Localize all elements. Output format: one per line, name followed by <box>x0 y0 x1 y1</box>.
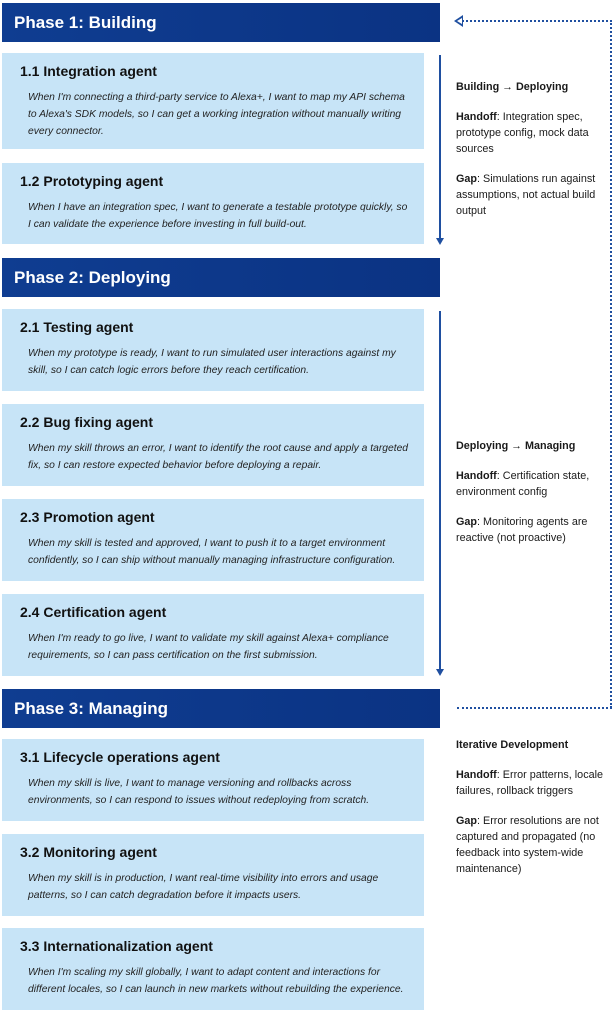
gap-text <box>456 171 606 219</box>
agent-title: 1.2 Prototyping agent <box>20 173 164 189</box>
transition-deploying-managing <box>456 438 606 560</box>
agent-description: When my prototype is ready, I want to run simulated user interactions against my skill, so I can catch logic errors before they reach certification. <box>28 348 396 376</box>
feedback-loop-arrow-inner <box>457 18 462 24</box>
gap-value: : Error resolutions are not captured and propagated (no feedback into system-wide maintenance) <box>456 815 599 875</box>
agent-card-promotion <box>2 499 424 581</box>
flow-arrow-down-icon <box>436 669 444 676</box>
agent-title: 3.3 Internationalization agent <box>20 938 213 954</box>
gap-text <box>456 514 606 546</box>
transition-title: Deploying → Managing <box>456 440 576 452</box>
agent-description: When my skill throws an error, I want to identify the root cause and apply a targeted fix, so I can restore expected behavior before deploying a repair. <box>28 443 409 471</box>
agent-card-monitoring <box>2 834 424 916</box>
transition-building-deploying <box>456 79 606 233</box>
flow-line-phase-1 <box>439 55 441 238</box>
agent-description: When I'm scaling my skill globally, I want to adapt content and interactions for different locales, so I can launch in new markets without rebuilding the experience. <box>28 967 404 995</box>
agent-title: 2.4 Certification agent <box>20 604 167 620</box>
agent-description: When my skill is in production, I want real-time visibility into errors and usage patterns, so I can catch degradation before it impacts users. <box>28 873 379 901</box>
transition-iterative-development <box>456 737 606 891</box>
agent-card-prototyping <box>2 163 424 244</box>
handoff-label: Handoff <box>456 470 497 482</box>
phase-1-header: Phase 1: Building <box>2 3 440 42</box>
handoff-text <box>456 109 606 157</box>
gap-label: Gap <box>456 173 477 185</box>
agent-title: 2.1 Testing agent <box>20 319 134 335</box>
transition-title: Iterative Development <box>456 739 569 751</box>
agent-title: 3.2 Monitoring agent <box>20 844 157 860</box>
feedback-loop-top-line <box>462 20 612 22</box>
handoff-text <box>456 468 606 500</box>
agent-title: 2.3 Promotion agent <box>20 509 155 525</box>
agent-description: When I'm connecting a third-party service to Alexa+, I want to map my API schema to Alexa's SDK models, so I can get a working integration without manually writing every connector. <box>28 92 405 137</box>
agent-title: 2.2 Bug fixing agent <box>20 414 154 430</box>
gap-label: Gap <box>456 815 477 827</box>
agent-card-internationalization <box>2 928 424 1010</box>
flow-arrow-down-icon <box>436 238 444 245</box>
agent-title: 1.1 Integration agent <box>20 63 157 79</box>
handoff-value: : Integration spec, prototype config, mock data sources <box>456 111 589 155</box>
gap-label: Gap <box>456 516 477 528</box>
agent-card-testing <box>2 309 424 391</box>
handoff-label: Handoff <box>456 111 497 123</box>
agent-card-bug-fixing <box>2 404 424 486</box>
agent-card-integration <box>2 53 424 149</box>
feedback-loop-bottom-line <box>457 707 612 709</box>
transition-title: Building → Deploying <box>456 81 569 93</box>
phase-3-header: Phase 3: Managing <box>2 689 440 728</box>
agent-card-certification <box>2 594 424 676</box>
feedback-loop-vertical-line <box>610 20 612 708</box>
agent-description: When my skill is live, I want to manage versioning and rollbacks across environments, so I can respond to issues without redeploying from scratch. <box>28 778 370 806</box>
agent-card-lifecycle <box>2 739 424 821</box>
gap-text <box>456 813 606 877</box>
gap-value: : Simulations run against assumptions, not actual build output <box>456 173 596 217</box>
handoff-value: : Certification state, environment config <box>456 470 590 498</box>
gap-value: : Monitoring agents are reactive (not proactive) <box>456 516 588 544</box>
flow-line-phase-2 <box>439 311 441 669</box>
agent-description: When I'm ready to go live, I want to validate my skill against Alexa+ compliance requirements, so I can pass certification on the first submission. <box>28 633 389 661</box>
handoff-text <box>456 767 606 799</box>
agent-description: When I have an integration spec, I want to generate a testable prototype quickly, so I can validate the experience before investing in full build-out. <box>28 202 408 230</box>
agent-description: When my skill is tested and approved, I want to push it to a target environment confidently, so I can ship without manually managing infrastructure configuration. <box>28 538 396 566</box>
handoff-label: Handoff <box>456 769 497 781</box>
handoff-value: : Error patterns, locale failures, rollback triggers <box>456 769 603 797</box>
agent-title: 3.1 Lifecycle operations agent <box>20 749 220 765</box>
phase-2-header: Phase 2: Deploying <box>2 258 440 297</box>
